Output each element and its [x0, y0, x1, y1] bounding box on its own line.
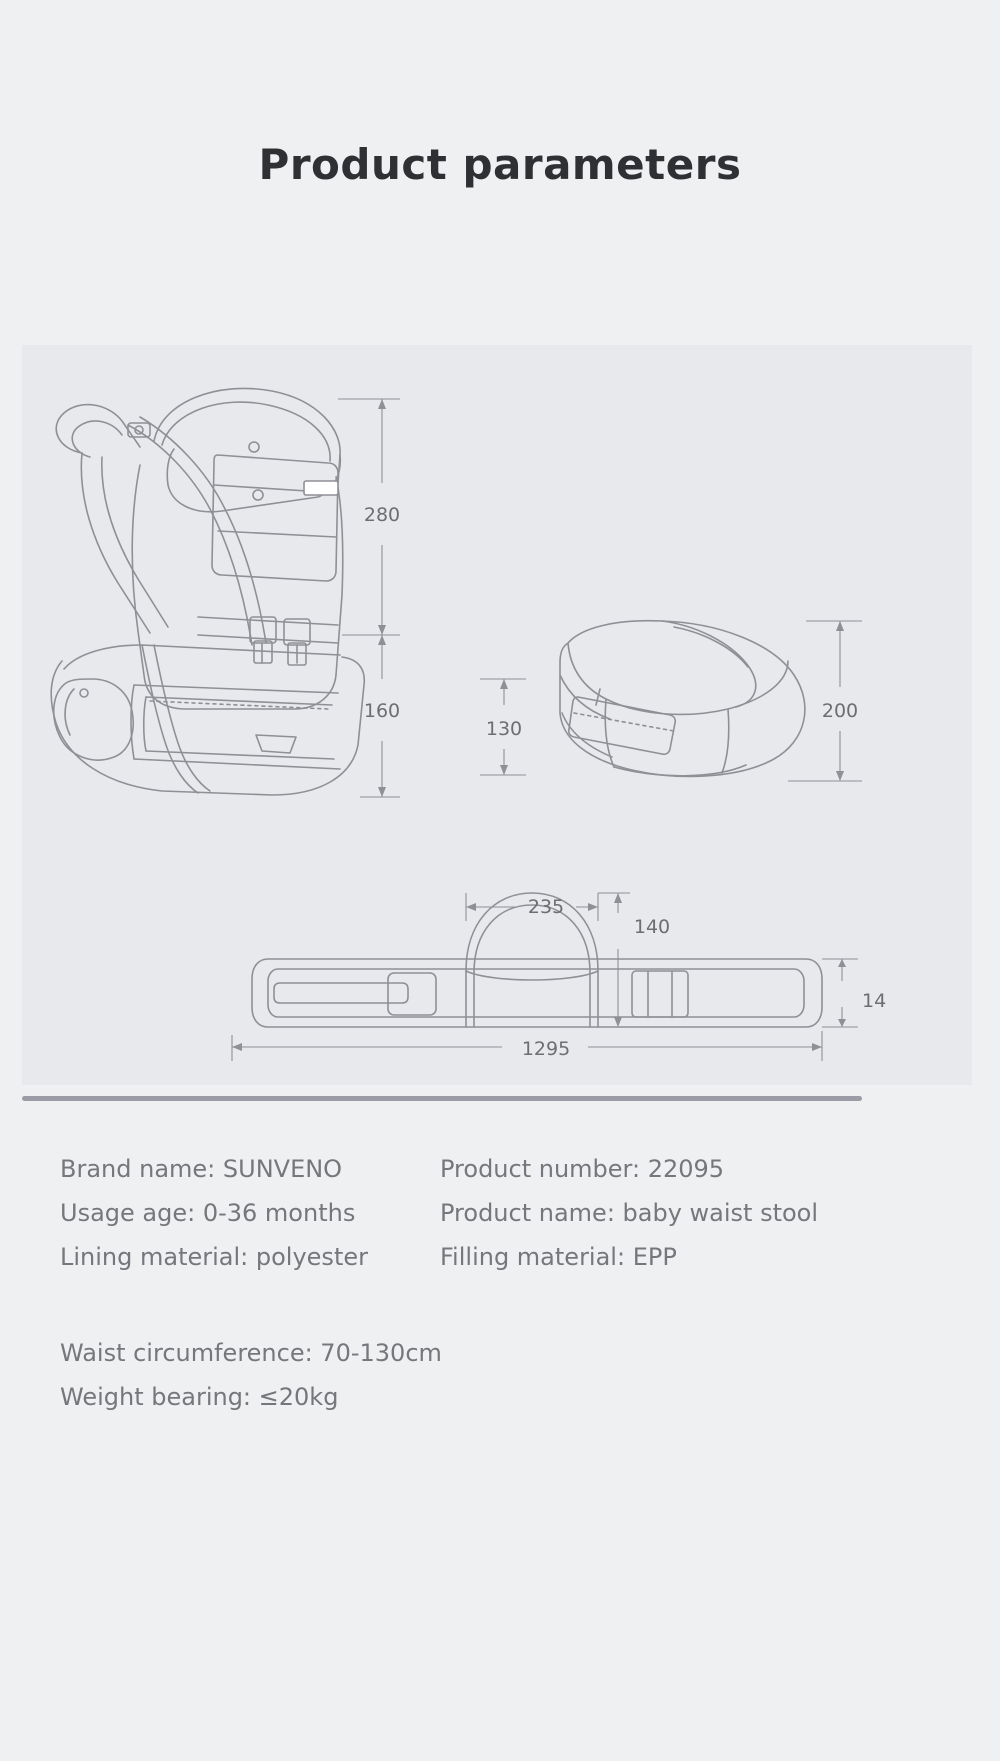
- dim-label-14: 14: [862, 990, 887, 1012]
- spec-waist-circumference: Waist circumference: 70-130cm: [60, 1339, 442, 1367]
- spec-product-name: Product name: baby waist stool: [440, 1198, 819, 1227]
- specs-table: [60, 1152, 940, 1274]
- dim-label-160: 160: [363, 700, 401, 722]
- spec-brand-name: Brand name: SUNVENO: [60, 1155, 343, 1183]
- dim-label-235: 235: [527, 896, 565, 918]
- page-title: Product parameters: [258, 140, 742, 189]
- spec-weight-bearing: Weight bearing: ≤20kg: [60, 1382, 339, 1411]
- spec-product-number: Product number: 22095: [440, 1155, 725, 1183]
- dim-label-1295: 1295: [521, 1038, 571, 1060]
- spec-filling-material: Filling material: EPP: [440, 1242, 677, 1271]
- dim-label-130: 130: [485, 718, 523, 740]
- dim-label-140: 140: [633, 916, 671, 938]
- spec-usage-age: Usage age: 0-36 months: [60, 1198, 356, 1227]
- dim-label-200: 200: [821, 700, 859, 722]
- section-divider: [22, 1096, 862, 1101]
- spec-lining-material: Lining material: polyester: [60, 1242, 368, 1271]
- dimension-diagram: [22, 345, 972, 1085]
- dim-label-280: 280: [363, 504, 401, 526]
- specs-extra-list: [60, 1336, 442, 1424]
